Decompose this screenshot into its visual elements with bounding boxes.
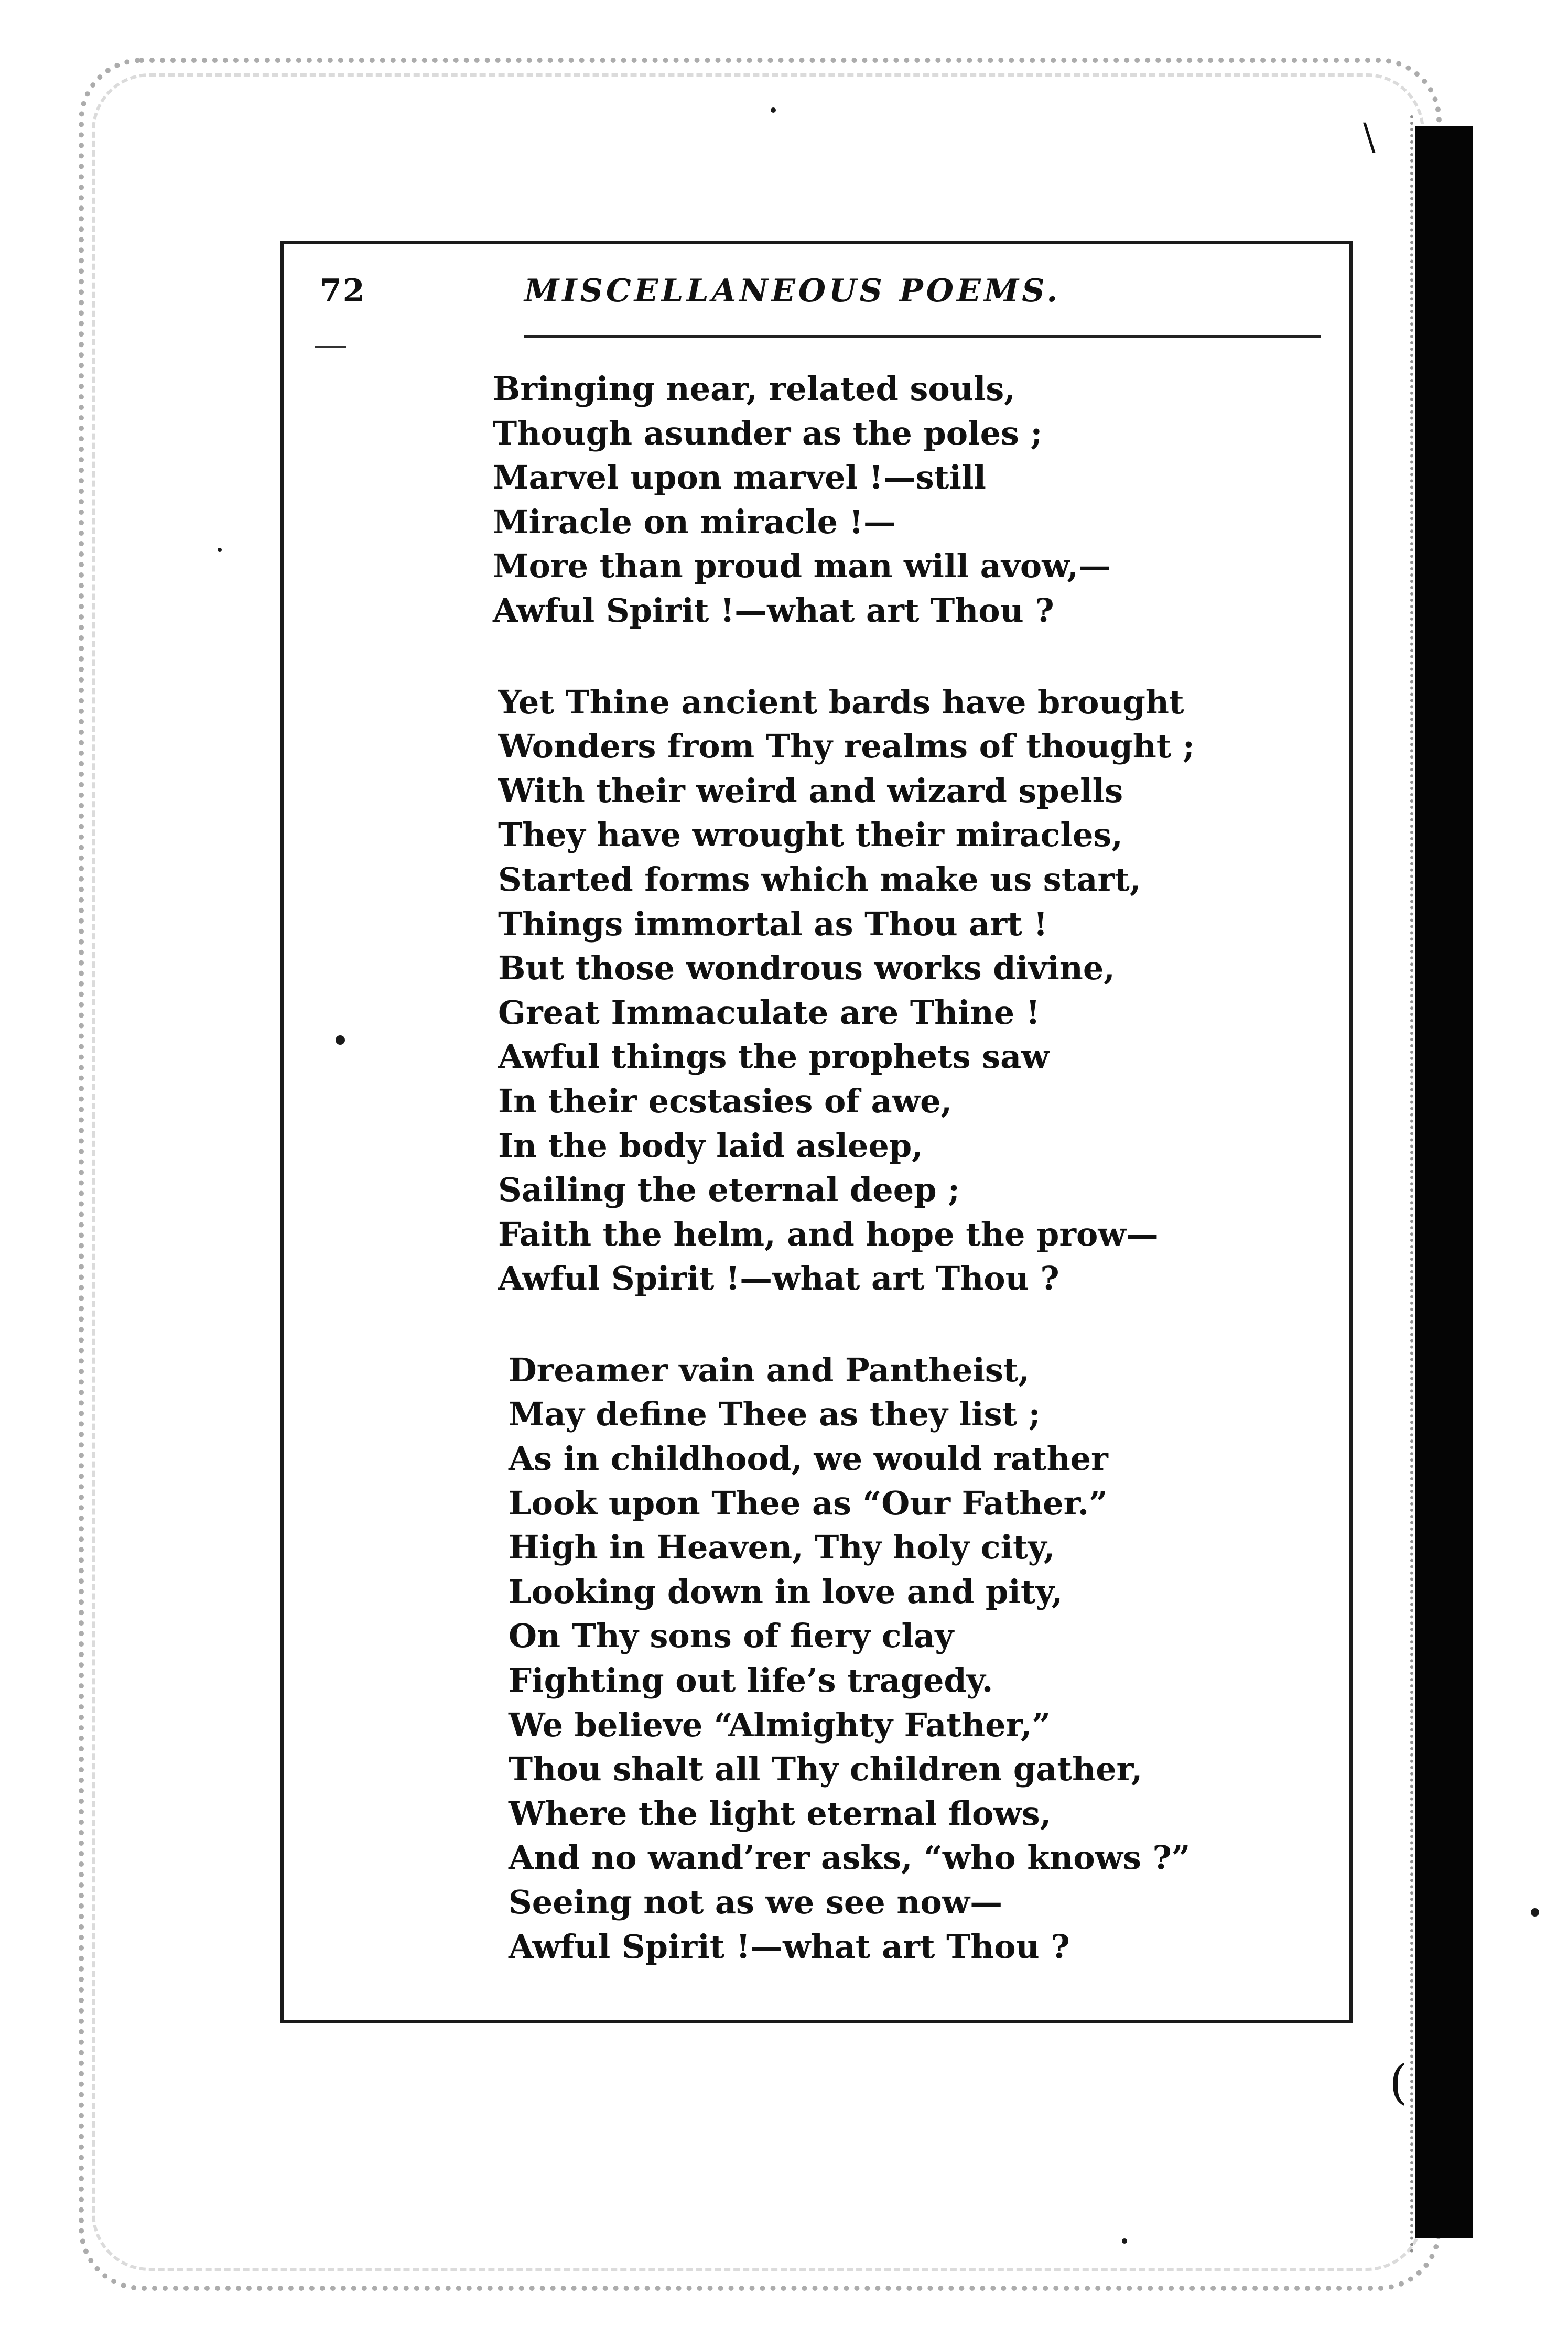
poem-line: Great Immaculate are Thine ! [498,993,1041,1032]
poem-line: Looking down in love and pity, [509,1572,1063,1611]
poem-line: They have wrought their miracles, [498,816,1123,854]
poem-line: Faith the helm, and hope the prow— [498,1215,1159,1253]
header-tick [315,346,346,348]
poem-line: Sailing the eternal deep ; [498,1171,960,1209]
poem-line: In the body laid asleep, [498,1126,923,1165]
poem-line: Fighting out life’s tragedy. [509,1661,993,1700]
poem-line: But those wondrous works divine, [498,949,1115,988]
binding-shadow [1415,126,1473,2238]
poem-line: Look upon Thee as “Our Father.” [509,1484,1108,1522]
poem-line: Though asunder as the poles ; [493,414,1043,452]
scan-mark: \ [1363,115,1376,158]
scan-speck [336,1035,345,1045]
poem-line: We believe “Almighty Father,” [509,1705,1051,1744]
poem-line: Marvel upon marvel !—still [493,458,986,497]
scan-speck [1531,1908,1539,1917]
poem-line: As in childhood, we would rather [509,1439,1108,1478]
scan-speck [771,107,776,113]
poem-line: On Thy sons of fiery clay [509,1617,954,1655]
poem-body [493,367,1311,2016]
poem-line: Awful Spirit !—what art Thou ? [493,591,1054,630]
running-head: MISCELLANEOUS POEMS. [524,273,1061,309]
poem-line: Awful Spirit !—what art Thou ? [498,1259,1059,1298]
poem-line: Thou shalt all Thy children gather, [509,1750,1143,1789]
poem-line: May define Thee as they list ; [509,1395,1041,1434]
poem-line: Wonders from Thy realms of thought ; [498,727,1195,766]
scan-mark: ( [1389,2055,1408,2110]
poem-line: In their ecstasies of awe, [498,1081,953,1120]
stanza [498,680,1311,1301]
poem-line: With their weird and wizard spells [498,771,1123,810]
poem-line: Where the light eternal flows, [509,1794,1052,1833]
poem-line: Dreamer vain and Pantheist, [509,1350,1030,1389]
scan-speck [218,548,222,552]
poem-line: Bringing near, related souls, [493,370,1015,408]
stanza [493,367,1311,633]
poem-line: Things immortal as Thou art ! [498,904,1048,943]
poem-line: Seeing not as we see now— [509,1883,1003,1921]
poem-line: More than proud man will avow,— [493,547,1111,586]
poem-line: Yet Thine ancient bards have brought [498,683,1184,721]
poem-line: And no wand’rer asks, “who knows ?” [509,1838,1191,1877]
header-rule [524,335,1321,338]
poem-line: Started forms which make us start, [498,860,1141,899]
poem-line: Awful Spirit !—what art Thou ? [509,1927,1070,1966]
poem-line: High in Heaven, Thy holy city, [509,1528,1055,1567]
stanza [509,1348,1311,1969]
page-number: 72 [320,273,366,309]
poem-line: Miracle on miracle !— [493,502,896,541]
binding-fringe [1379,115,1413,2254]
poem-line: Awful things the prophets saw [498,1037,1050,1076]
scan-speck [1122,2238,1127,2244]
